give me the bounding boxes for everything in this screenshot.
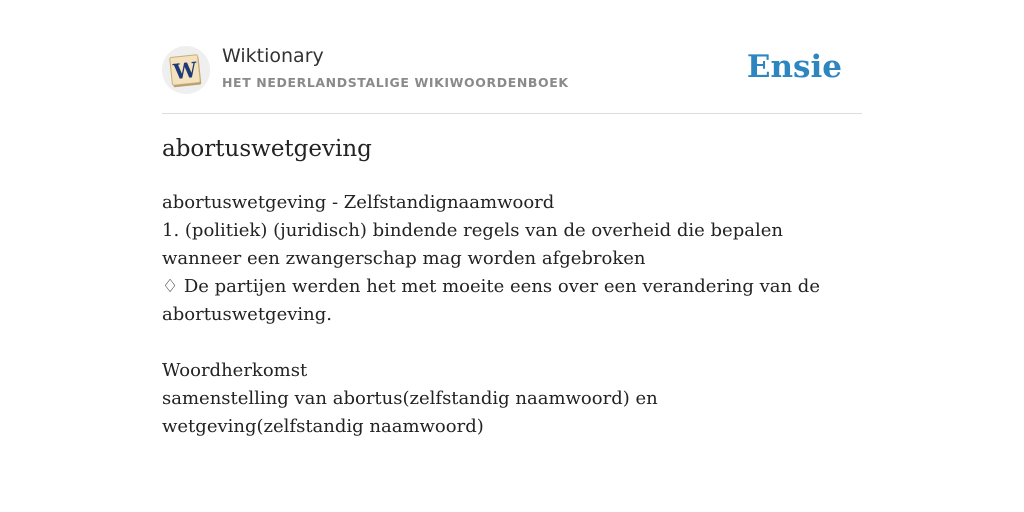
page-container (162, 0, 862, 437)
svg-text:W: W (172, 56, 199, 85)
entry-content (162, 189, 862, 441)
page-title: abortuswetgeving (162, 136, 372, 162)
site-tagline: HET NEDERLANDSTALIGE WIKIWOORDENBOEK (222, 75, 569, 90)
ensie-brand-logo[interactable]: Ensie (746, 49, 842, 85)
entry-definition: 1. (politiek) (juridisch) bindende regels van de overheid die bepalen wanneer een zwangerschap mag worden afgebroken (162, 220, 783, 269)
site-name[interactable]: Wiktionary (222, 45, 324, 67)
etymology-heading: Woordherkomst (162, 360, 308, 381)
site-header (162, 0, 862, 114)
wiktionary-logo-graphic (162, 46, 210, 94)
spacer (162, 329, 862, 357)
entry-heading: abortuswetgeving - Zelfstandignaamwoord (162, 192, 555, 213)
etymology-text: samenstelling van abortus(zelfstandig naamwoord) en wetgeving(zelfstandig naamwoord) (162, 388, 658, 437)
entry-example: ♢ De partijen werden het met moeite eens over een verandering van de abortuswetgeving. (162, 276, 820, 325)
wiktionary-logo-icon[interactable] (162, 46, 210, 94)
